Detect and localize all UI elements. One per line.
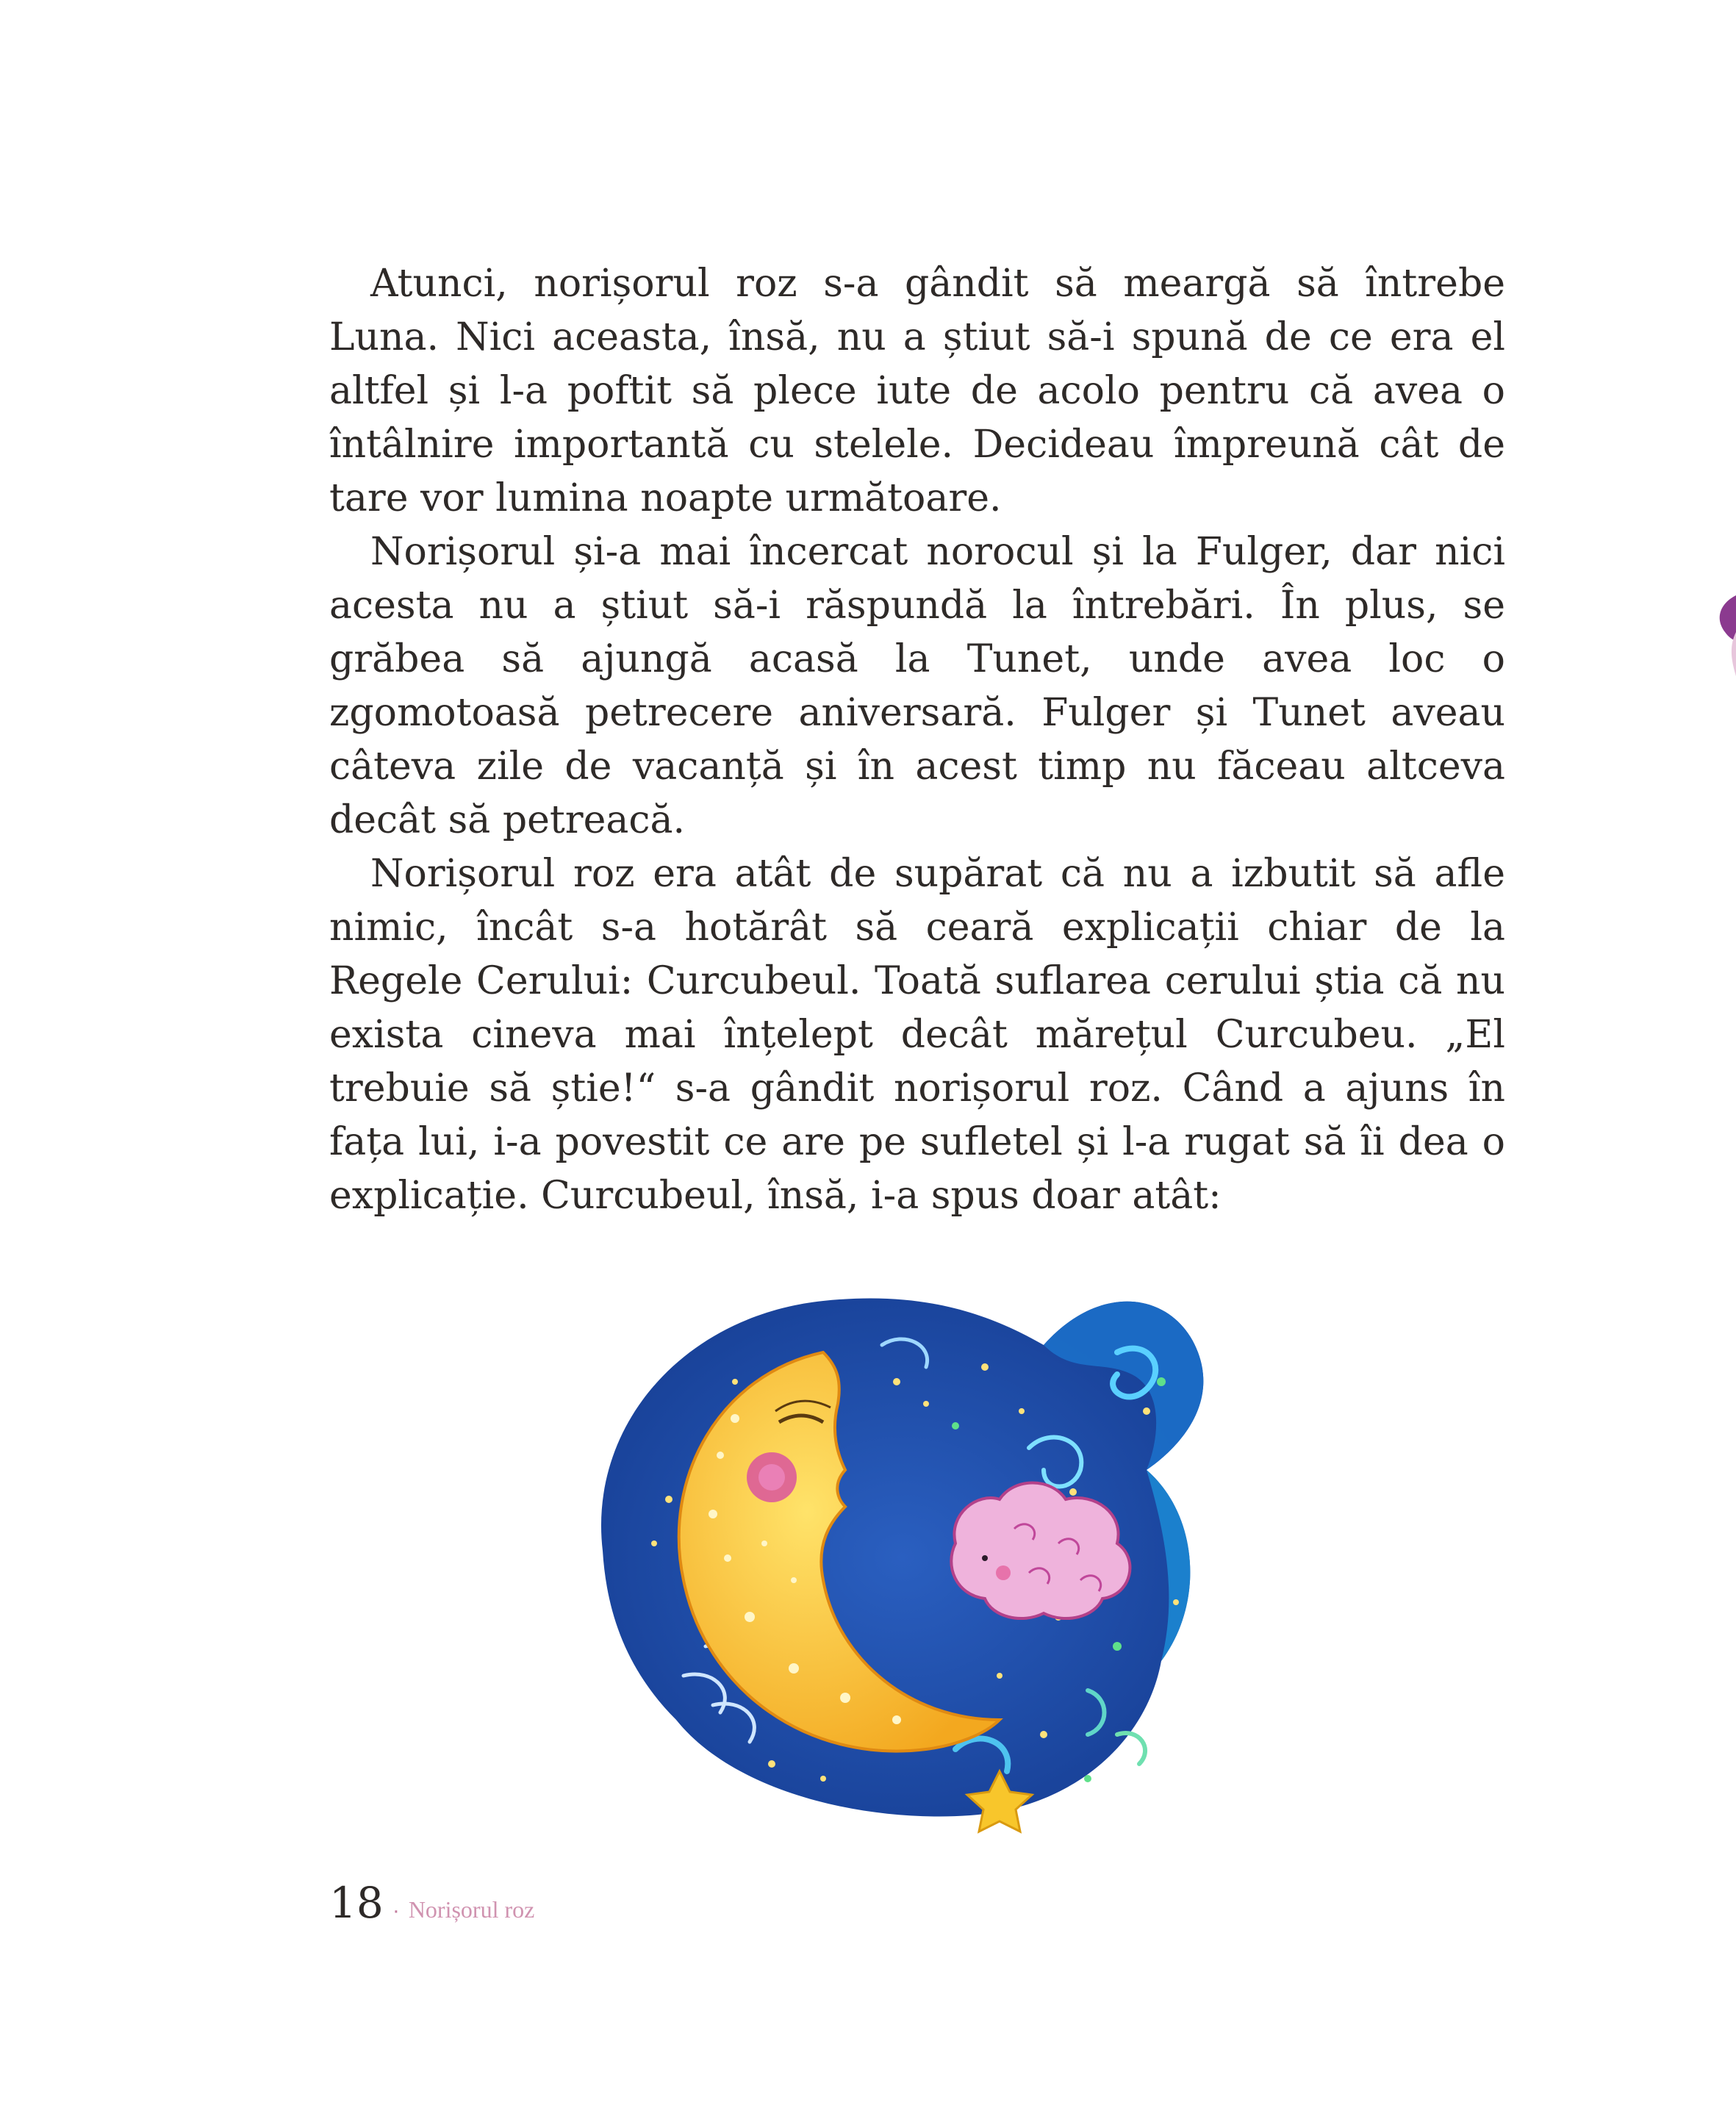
footer-separator: · [392,1898,400,1923]
paragraph-1: Atunci, norișorul roz s-a gândit să meargă să întrebe Luna. Nici aceasta, însă, nu a știut să-i spună de ce era el altfel și l-a poftit să plece iute de acolo pentru că avea o întâlnire importantă cu stelele. Decideau împreună cât de tare vor lumina noapte următoare. [329,262,1505,520]
paragraph-2: Norișorul și-a mai încercat norocul și la Fulger, dar nici acesta nu a știut să-i răspundă la întrebări. În plus, se grăbea să ajungă acasă la Tunet, unde avea loc o zgomotoasă petrecere aniversară. Fulger și Tunet aveau câteva zile de vacanță și în acest timp nu făceau altceva decât să petreacă. [329,530,1505,842]
running-title: Norișorul roz [408,1896,535,1923]
story-text [329,257,1505,1223]
page-footer [329,1878,534,1928]
page-number: 18 [329,1878,384,1928]
moon-cloud-illustration [514,1235,1264,1867]
paragraph-3: Norișorul roz era atât de supărat că nu a izbutit să afle nimic, încât s-a hotărât să ceară explicații chiar de la Regele Cerului: Curcubeul. Toată suflarea cerului știa că nu exista cineva mai înțelept decât mărețul Curcubeu. „El trebuie să știe!“ s-a gândit norișorul roz. Când a ajuns în fața lui, i-a povestit ce are pe sufletel și l-a rugat să îi dea o explicație. Curcubeul, însă, i-a spus doar atât: [329,852,1505,1218]
decorative-edge-art [1707,588,1736,684]
